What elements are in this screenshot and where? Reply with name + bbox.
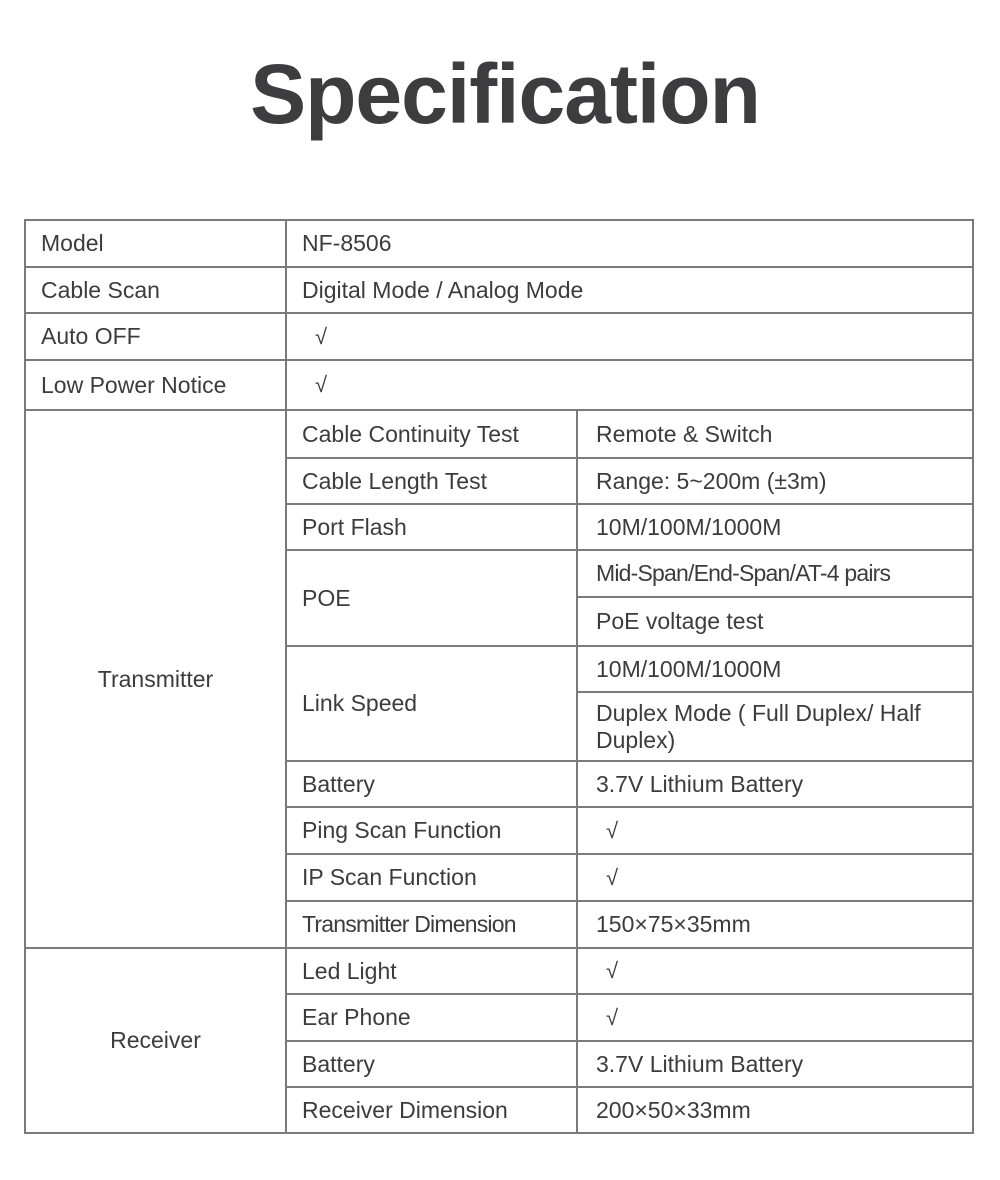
row-label-auto-off: Auto OFF: [25, 313, 286, 360]
page-title: Specification: [250, 47, 760, 141]
row-label-cable-length-test: Cable Length Test: [286, 458, 577, 504]
row-label-cable-continuity-test: Cable Continuity Test: [286, 410, 577, 458]
check-icon: √: [286, 360, 973, 410]
row-value-transmitter-battery: 3.7V Lithium Battery: [577, 761, 973, 807]
table-row: [25, 410, 973, 458]
row-label-link-speed: Link Speed: [286, 646, 577, 761]
row-label-ping-scan-function: Ping Scan Function: [286, 807, 577, 854]
row-value-duplex-mode: Duplex Mode ( Full Duplex/ Half Duplex): [577, 692, 973, 761]
row-value-cable-length-test: Range: 5~200m (±3m): [577, 458, 973, 504]
row-label-poe: POE: [286, 550, 577, 646]
row-label-transmitter-battery: Battery: [286, 761, 577, 807]
table-row: [25, 313, 973, 360]
row-value-cable-continuity-test: Remote & Switch: [577, 410, 973, 458]
row-label-transmitter-dimension: Transmitter Dimension: [286, 901, 577, 948]
group-label-transmitter: Transmitter: [25, 410, 286, 948]
check-icon: √: [577, 994, 973, 1041]
table-row: [25, 948, 973, 994]
row-value-link-speed: 10M/100M/1000M: [577, 646, 973, 692]
check-icon: √: [577, 948, 973, 994]
row-label-cable-scan: Cable Scan: [25, 267, 286, 313]
row-label-low-power-notice: Low Power Notice: [25, 360, 286, 410]
check-icon: √: [286, 313, 973, 360]
table-row: [25, 360, 973, 410]
table-row: [25, 267, 973, 313]
row-label-port-flash: Port Flash: [286, 504, 577, 550]
row-value-transmitter-dimension: 150×75×35mm: [577, 901, 973, 948]
row-label-led-light: Led Light: [286, 948, 577, 994]
row-value-poe-voltage: PoE voltage test: [577, 597, 973, 646]
row-value-receiver-dimension: 200×50×33mm: [577, 1087, 973, 1133]
table-row: [25, 220, 973, 267]
row-label-receiver-dimension: Receiver Dimension: [286, 1087, 577, 1133]
group-label-receiver: Receiver: [25, 948, 286, 1133]
check-icon: √: [577, 807, 973, 854]
row-label-receiver-battery: Battery: [286, 1041, 577, 1087]
row-label-ip-scan-function: IP Scan Function: [286, 854, 577, 901]
check-icon: √: [577, 854, 973, 901]
row-value-poe-modes: Mid-Span/End-Span/AT-4 pairs: [577, 550, 973, 597]
row-label-ear-phone: Ear Phone: [286, 994, 577, 1041]
row-value-port-flash: 10M/100M/1000M: [577, 504, 973, 550]
row-label-model: Model: [25, 220, 286, 267]
row-value-cable-scan: Digital Mode / Analog Mode: [286, 267, 973, 313]
row-value-receiver-battery: 3.7V Lithium Battery: [577, 1041, 973, 1087]
row-value-model: NF-8506: [286, 220, 973, 267]
specification-table: [24, 219, 974, 1134]
